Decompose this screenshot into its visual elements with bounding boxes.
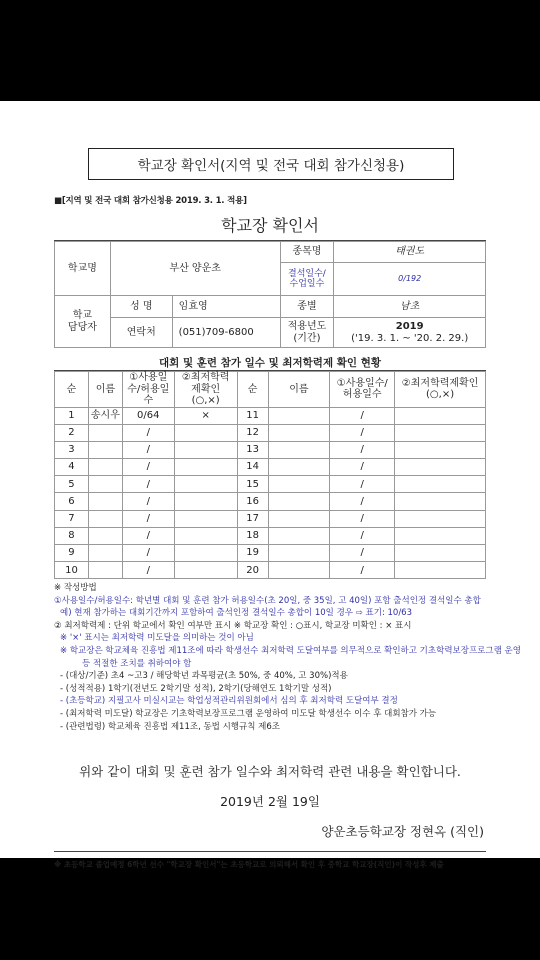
row-days: / xyxy=(122,424,174,441)
row-name xyxy=(88,476,122,493)
col-name-header-right: 이름 xyxy=(268,372,330,408)
contact-label: 연락처 xyxy=(110,318,172,348)
row-days: 0/64 xyxy=(122,407,174,424)
col-min-header-right: ②최저학력제확인(○,×) xyxy=(395,372,486,408)
row-min-check xyxy=(395,476,486,493)
writing-instructions xyxy=(54,582,521,733)
row-name xyxy=(88,493,122,510)
row-min-check xyxy=(395,510,486,527)
row-no: 13 xyxy=(237,441,268,458)
row-min-check xyxy=(174,562,237,579)
row-no: 15 xyxy=(237,476,268,493)
row-days: / xyxy=(330,424,395,441)
row-no: 19 xyxy=(237,545,268,562)
row-min-check xyxy=(174,476,237,493)
manager-name-value: 임효영 xyxy=(172,296,280,318)
table-row xyxy=(55,476,486,493)
instruction-line: - (관련법령) 학교체육 진흥법 제11조, 동법 시행규칙 제6조 xyxy=(60,721,280,732)
row-days: / xyxy=(330,493,395,510)
instruction-line: ※ 학교장은 학교체육 진흥법 제11조에 따라 학생선수 최저학력 도달여부를 의무적으로 확인하고 기초학력보장프로그램 운영 xyxy=(60,645,521,656)
row-days: / xyxy=(122,493,174,510)
table-row xyxy=(55,562,486,579)
row-name xyxy=(88,545,122,562)
col-no-header: 순 xyxy=(55,372,89,408)
school-name-value: 부산 양운초 xyxy=(110,242,280,296)
row-min-check xyxy=(395,545,486,562)
row-name xyxy=(88,527,122,544)
col-days-header-right: ①사용일수/허용일수 xyxy=(330,372,395,408)
row-no: 14 xyxy=(237,459,268,476)
row-days: / xyxy=(330,527,395,544)
row-days: / xyxy=(330,441,395,458)
row-no: 6 xyxy=(55,493,89,510)
row-min-check: × xyxy=(174,407,237,424)
category-label: 종별 xyxy=(280,296,334,318)
row-min-check xyxy=(395,493,486,510)
document-title: 학교장 확인서(지역 및 전국 대회 참가신청용) xyxy=(88,148,454,180)
event-value: 태권도 xyxy=(334,242,486,263)
table-row xyxy=(55,424,486,441)
row-name xyxy=(268,424,330,441)
col-days-header: ①사용일수/허용일수 xyxy=(122,372,174,408)
school-info-table xyxy=(54,241,486,348)
period-value: ('19. 3. 1. ~ '20. 2. 29.) xyxy=(351,332,469,344)
row-days: / xyxy=(122,476,174,493)
row-name xyxy=(88,459,122,476)
row-days: / xyxy=(330,545,395,562)
table-row xyxy=(55,510,486,527)
principal-signature: 양운초등학교장 정현옥 (직인) xyxy=(321,824,484,839)
row-min-check xyxy=(395,527,486,544)
row-days: / xyxy=(330,510,395,527)
row-days: / xyxy=(122,545,174,562)
year-cell xyxy=(334,318,486,348)
row-min-check xyxy=(395,562,486,579)
table-row xyxy=(55,545,486,562)
row-no: 18 xyxy=(237,527,268,544)
instruction-line: - (최저학력 미도달) 학교장은 기초학력보장프로그램 운영하여 미도달 학생선수 이수 후 대회참가 가능 xyxy=(60,708,437,719)
row-min-check xyxy=(174,441,237,458)
row-no: 3 xyxy=(55,441,89,458)
row-min-check xyxy=(174,545,237,562)
participation-table xyxy=(54,371,486,579)
event-label: 종목명 xyxy=(280,242,334,263)
confirmation-main-title: 학교장 확인서 xyxy=(221,216,319,235)
category-value: 남초 xyxy=(334,296,486,318)
row-min-check xyxy=(174,527,237,544)
row-name xyxy=(268,493,330,510)
row-days: / xyxy=(122,562,174,579)
row-days: / xyxy=(122,441,174,458)
instruction-line: ①사용일수/허용일수: 학년별 대회 및 훈련 참가 허용일수(초 20일, 중 35일, 고 40일) 포함 출석인정 결석일수 총합 xyxy=(54,595,481,606)
row-no: 4 xyxy=(55,459,89,476)
row-no: 2 xyxy=(55,424,89,441)
row-no: 10 xyxy=(55,562,89,579)
row-min-check xyxy=(395,441,486,458)
row-name xyxy=(268,527,330,544)
row-name xyxy=(268,407,330,424)
instruction-line: ② 최저학력제 : 단위 학교에서 확인 여부만 표시 ※ 학교장 확인 : ○표시, 학교장 미확인 : × 표시 xyxy=(54,620,412,631)
row-name xyxy=(268,476,330,493)
row-days: / xyxy=(122,510,174,527)
row-name xyxy=(88,424,122,441)
row-no: 12 xyxy=(237,424,268,441)
row-no: 1 xyxy=(55,407,89,424)
manager-label: 학교 담당자 xyxy=(55,296,111,348)
school-name-label: 학교명 xyxy=(55,242,111,296)
application-subheading: ■[지역 및 전국 대회 참가신청용 2019. 3. 1. 적용] xyxy=(54,196,247,206)
manager-name-label: 성 명 xyxy=(110,296,172,318)
row-name xyxy=(268,441,330,458)
year-value: 2019 xyxy=(395,321,424,332)
table-row xyxy=(55,527,486,544)
row-name xyxy=(88,510,122,527)
row-name xyxy=(88,562,122,579)
table-row xyxy=(55,493,486,510)
row-no: 5 xyxy=(55,476,89,493)
row-min-check xyxy=(395,424,486,441)
instruction-line: ※ 작성방법 xyxy=(54,583,97,593)
year-label: 적용년도 (기간) xyxy=(280,318,334,348)
row-days: / xyxy=(122,527,174,544)
row-no: 9 xyxy=(55,545,89,562)
row-min-check xyxy=(174,459,237,476)
table-row xyxy=(55,459,486,476)
instruction-line: - (대상/기준) 초4 ~고3 / 해당학년 과목평균(초 50%, 중 40%, 고 30%)적용 xyxy=(60,671,348,682)
document-page xyxy=(0,101,540,869)
row-days: / xyxy=(330,562,395,579)
row-name xyxy=(268,459,330,476)
section-participation-title: 대회 및 훈련 참가 일수 및 최저학력제 확인 현황 xyxy=(159,357,381,369)
contact-value: (051)709-6800 xyxy=(172,318,280,348)
row-no: 7 xyxy=(55,510,89,527)
row-no: 11 xyxy=(237,407,268,424)
row-name xyxy=(268,510,330,527)
table-row xyxy=(55,441,486,458)
col-no-header-right: 순 xyxy=(237,372,268,408)
row-min-check xyxy=(395,407,486,424)
row-name xyxy=(88,441,122,458)
row-min-check xyxy=(174,493,237,510)
row-days: / xyxy=(330,459,395,476)
absence-days-label: 결석일수/수업일수 xyxy=(280,263,334,296)
row-no: 8 xyxy=(55,527,89,544)
row-no: 16 xyxy=(237,493,268,510)
row-days: / xyxy=(330,407,395,424)
footer-note: ※ 초등학교 졸업예정 6학년 선수 "학교장 확인서"는 초등학교로 의뢰해서 확인 후 중학교 학교장(직인)이 작성후 제출 xyxy=(54,860,444,869)
row-min-check xyxy=(395,459,486,476)
row-days: / xyxy=(122,459,174,476)
instruction-line: - (초등학교) 지필고사 미실시교는 학업성적관리위원회에서 심의 후 최저학력 도달여부 결정 xyxy=(60,696,398,707)
row-no: 20 xyxy=(237,562,268,579)
instruction-line: 등 적절한 조치를 취하여야 함 xyxy=(82,658,192,669)
row-name xyxy=(268,562,330,579)
row-name xyxy=(268,545,330,562)
table-row xyxy=(55,407,486,424)
issue-date: 2019년 2월 19일 xyxy=(220,794,320,809)
row-min-check xyxy=(174,510,237,527)
row-name: 송시우 xyxy=(88,407,122,424)
instruction-line: ※ '×' 표시는 최저학력 미도달을 의미하는 것이 아님 xyxy=(60,633,254,644)
instruction-line: 예) 현재 참가하는 대회기간까지 포함하여 출석인정 결석일수 총합이 10일 경우 ⇨ 표기: 10/63 xyxy=(60,608,413,619)
row-days: / xyxy=(330,476,395,493)
footer-rule xyxy=(54,851,486,852)
instruction-line: - (성적적용) 1학기(전년도 2학기말 성적), 2학기(당해연도 1학기말 성적) xyxy=(60,683,332,694)
col-name-header: 이름 xyxy=(88,372,122,408)
participation-header-row xyxy=(55,372,486,408)
row-min-check xyxy=(174,424,237,441)
col-min-header: ②최저학력제확인(○,×) xyxy=(174,372,237,408)
absence-days-value: 0/192 xyxy=(334,263,486,296)
confirmation-statement: 위와 같이 대회 및 훈련 참가 일수와 최저학력 관련 내용을 확인합니다. xyxy=(79,764,461,779)
row-no: 17 xyxy=(237,510,268,527)
